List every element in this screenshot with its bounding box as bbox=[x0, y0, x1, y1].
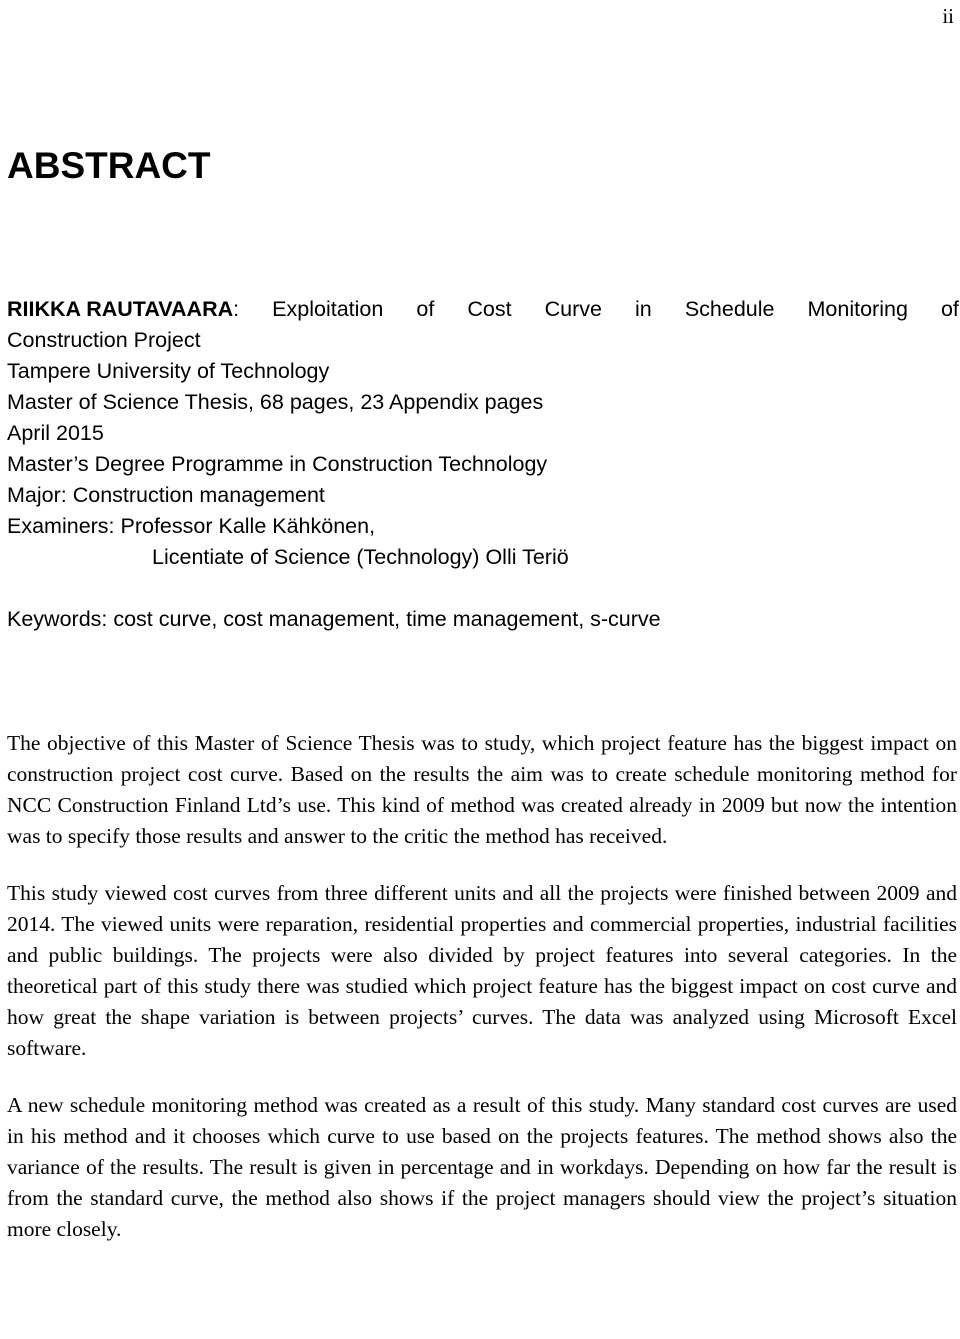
thesis-title-word: Curve bbox=[544, 297, 602, 321]
thesis-title-word: Exploitation bbox=[272, 297, 384, 321]
thesis-title-word: in bbox=[635, 297, 652, 321]
thesis-title-word: Cost bbox=[467, 297, 512, 321]
abstract-paragraph-3: A new schedule monitoring method was created as a result of this study. Many standard cost curves are used in his method and it chooses which curve to use based on the projects features. The method shows also the variance of the results. The result is given in percentage and in workdays. Depending on how far the result is from the standard curve, the method also shows if the project managers should view the project’s situation more closely. bbox=[7, 1093, 957, 1241]
examiners: Examiners: Professor Kalle Kähkönen, bbox=[7, 514, 376, 538]
thesis-metadata bbox=[7, 294, 959, 573]
major: Major: Construction management bbox=[7, 483, 325, 507]
thesis-title-line-1 bbox=[7, 294, 959, 325]
keywords: Keywords: cost curve, cost management, time management, s-curve bbox=[7, 607, 661, 631]
thesis-title-line-2: Construction Project bbox=[7, 328, 201, 352]
thesis-title-word: Schedule bbox=[684, 297, 775, 321]
abstract-paragraph-2: This study viewed cost curves from three different units and all the projects were finished between 2009 and 2014. The viewed units were reparation, residential properties and commercial properties, industrial facilities and public buildings. The projects were also divided by project features into several categories. In the theoretical part of this study there was studied which project feature has the biggest impact on cost curve and how great the shape variation is between projects’ curves. The data was analyzed using Microsoft Excel software. bbox=[7, 881, 957, 1060]
thesis-date: April 2015 bbox=[7, 421, 104, 445]
author-name: RIIKKA RAUTAVAARA bbox=[7, 297, 234, 321]
thesis-title-word: : bbox=[233, 297, 240, 321]
thesis-title-word: of bbox=[416, 297, 435, 321]
abstract-paragraph-1: The objective of this Master of Science Thesis was to study, which project feature has the biggest impact on construction project cost curve. Based on the results the aim was to create schedule monitoring method for NCC Construction Finland Ltd’s use. This kind of method was created already in 2009 but now the intention was to specify those results and answer to the critic the method has received. bbox=[7, 731, 957, 848]
thesis-title-word: Monitoring bbox=[807, 297, 908, 321]
degree-programme: Master’s Degree Programme in Construction Technology bbox=[7, 452, 548, 476]
thesis-info: Master of Science Thesis, 68 pages, 23 Appendix pages bbox=[7, 390, 544, 414]
page-heading: ABSTRACT bbox=[7, 145, 211, 186]
abstract-body bbox=[7, 728, 957, 1271]
examiners-continued: Licentiate of Science (Technology) Olli Teriö bbox=[152, 545, 569, 569]
thesis-title-word: of bbox=[940, 297, 959, 321]
page-number: ii bbox=[942, 4, 954, 28]
university-name: Tampere University of Technology bbox=[7, 359, 330, 383]
